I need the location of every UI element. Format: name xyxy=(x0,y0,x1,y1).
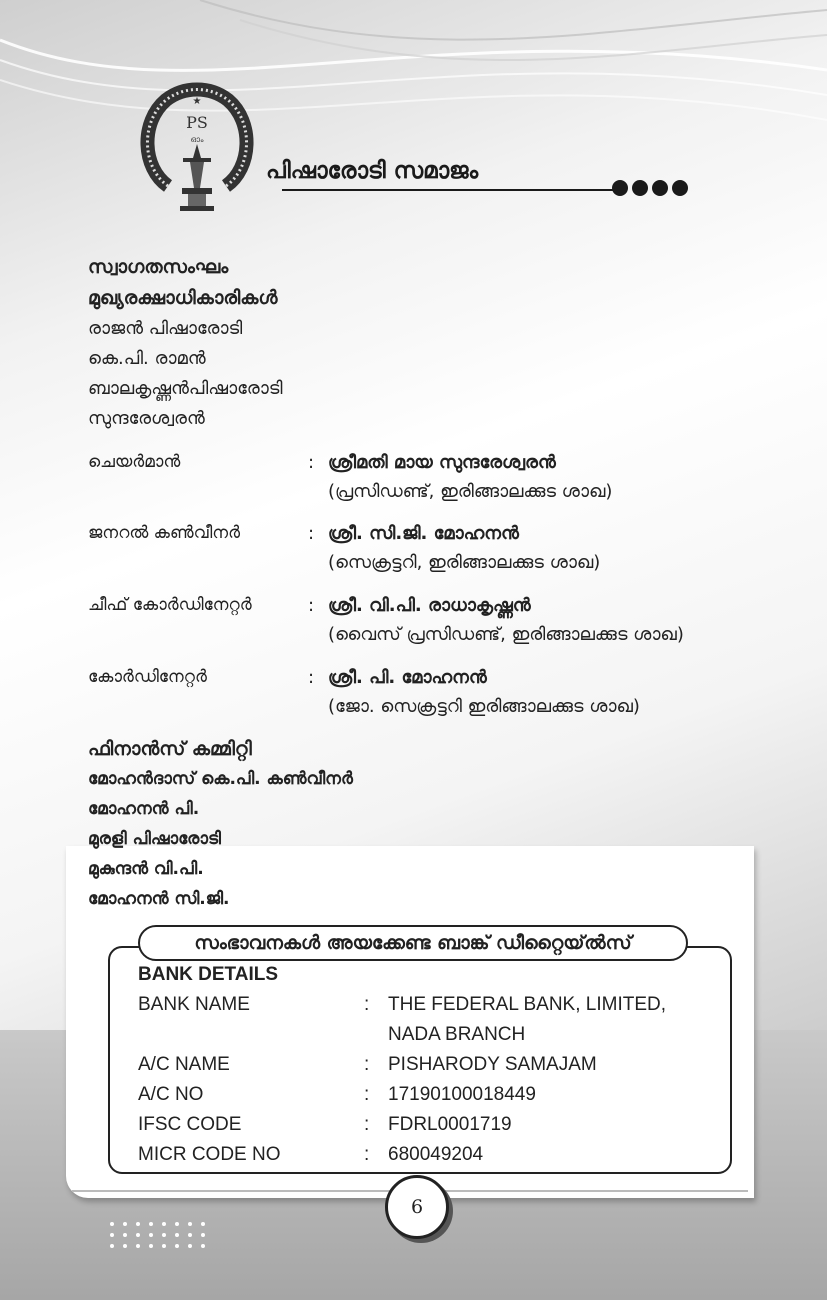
samajam-emblem-logo xyxy=(138,82,256,214)
patron-name: സുന്ദരേശ്വരൻ xyxy=(88,408,205,429)
patrons-heading: മുഖ്യരക്ഷാധികാരികൾ xyxy=(88,287,278,309)
bank-row-colon: : xyxy=(364,1054,370,1075)
patron-name: ബാലകൃഷ്ണൻപിഷാരോടി xyxy=(88,378,283,399)
bank-row-value: FDRL0001719 xyxy=(388,1114,512,1135)
finance-member: മുകുന്ദൻ വി.പി. xyxy=(88,859,204,879)
svg-text:★: ★ xyxy=(192,96,202,107)
role-person-name: ശ്രീമതി മായ സുന്ദരേശ്വരൻ xyxy=(328,452,556,473)
bank-row-label: BANK NAME xyxy=(138,994,250,1015)
role-person-name: ശ്രീ. വി.പി. രാധാകൃഷ്ണൻ xyxy=(328,595,531,616)
organization-title: പിഷാരോടി സമാജം xyxy=(266,158,479,184)
role-person-title: (വൈസ് പ്രസിഡണ്ട്, ഇരിങ്ങാലക്കുട ശാഖ) xyxy=(328,624,684,645)
patron-name: കെ.പി. രാമൻ xyxy=(88,348,206,369)
background-swoosh xyxy=(0,0,827,260)
title-dots-decoration xyxy=(612,180,688,196)
role-colon: : xyxy=(308,523,315,544)
decor-dot xyxy=(652,180,668,196)
bank-row-value: 17190100018449 xyxy=(388,1084,536,1105)
bank-row-colon: : xyxy=(364,1114,370,1135)
role-person-name: ശ്രീ. പി. മോഹനൻ xyxy=(328,667,487,688)
svg-text:ഓം: ഓം xyxy=(190,135,204,144)
finance-member: മോഹനൻ സി.ജി. xyxy=(88,889,230,909)
bank-row-label: MICR CODE NO xyxy=(138,1144,281,1165)
page-number: 6 xyxy=(385,1175,449,1239)
title-underline xyxy=(282,189,616,191)
reception-committee-heading: സ്വാഗതസംഘം xyxy=(88,256,229,278)
finance-committee-heading: ഫിനാൻസ് കമ്മിറ്റി xyxy=(88,738,252,760)
bank-row-colon: : xyxy=(364,1144,370,1165)
role-label: ചെയർമാൻ xyxy=(88,452,181,472)
role-label: ജനറൽ കൺവീനർ xyxy=(88,523,240,543)
finance-member: മോഹനൻ പി. xyxy=(88,799,200,819)
bank-row-label: A/C NO xyxy=(138,1084,204,1105)
role-person-title: (സെക്രട്ടറി, ഇരിങ്ങാലക്കുട ശാഖ) xyxy=(328,552,601,573)
role-person-title: (ജോ. സെക്രട്ടറി ഇരിങ്ങാലക്കുട ശാഖ) xyxy=(328,696,640,717)
bank-row-value: NADA BRANCH xyxy=(388,1024,526,1045)
patron-name: രാജൻ പിഷാരോടി xyxy=(88,318,243,339)
bank-row-value: 680049204 xyxy=(388,1144,484,1165)
decor-dot xyxy=(632,180,648,196)
decor-dot xyxy=(612,180,628,196)
finance-member: മോഹൻദാസ് കെ.പി. കൺവീനർ xyxy=(88,769,353,789)
bank-details-heading: BANK DETAILS xyxy=(138,964,279,985)
bank-row-value: THE FEDERAL BANK, LIMITED, xyxy=(388,994,667,1015)
role-colon: : xyxy=(308,452,315,473)
role-colon: : xyxy=(308,595,315,616)
bank-row-colon: : xyxy=(364,994,370,1015)
finance-member: മുരളി പിഷാരോടി xyxy=(88,829,221,849)
role-label: കോർഡിനേറ്റർ xyxy=(88,667,207,687)
role-person-title: (പ്രസിഡണ്ട്, ഇരിങ്ങാലക്കുട ശാഖ) xyxy=(328,481,613,502)
decorative-dot-grid xyxy=(110,1222,214,1248)
bank-row-label: IFSC CODE xyxy=(138,1114,242,1135)
bank-row-value: PISHARODY SAMAJAM xyxy=(388,1054,597,1075)
role-person-name: ശ്രീ. സി.ജി. മോഹനൻ xyxy=(328,523,519,544)
decor-dot xyxy=(672,180,688,196)
role-colon: : xyxy=(308,667,315,688)
bank-details-tab-title: സംഭാവനകൾ അയക്കേണ്ട ബാങ്ക് ഡീറ്റൈയ്ൽസ് xyxy=(138,925,688,961)
svg-text:PS: PS xyxy=(186,113,208,132)
bank-row-label: A/C NAME xyxy=(138,1054,230,1075)
bank-row-colon: : xyxy=(364,1084,370,1105)
role-label: ചീഫ് കോർഡിനേറ്റർ xyxy=(88,595,252,615)
